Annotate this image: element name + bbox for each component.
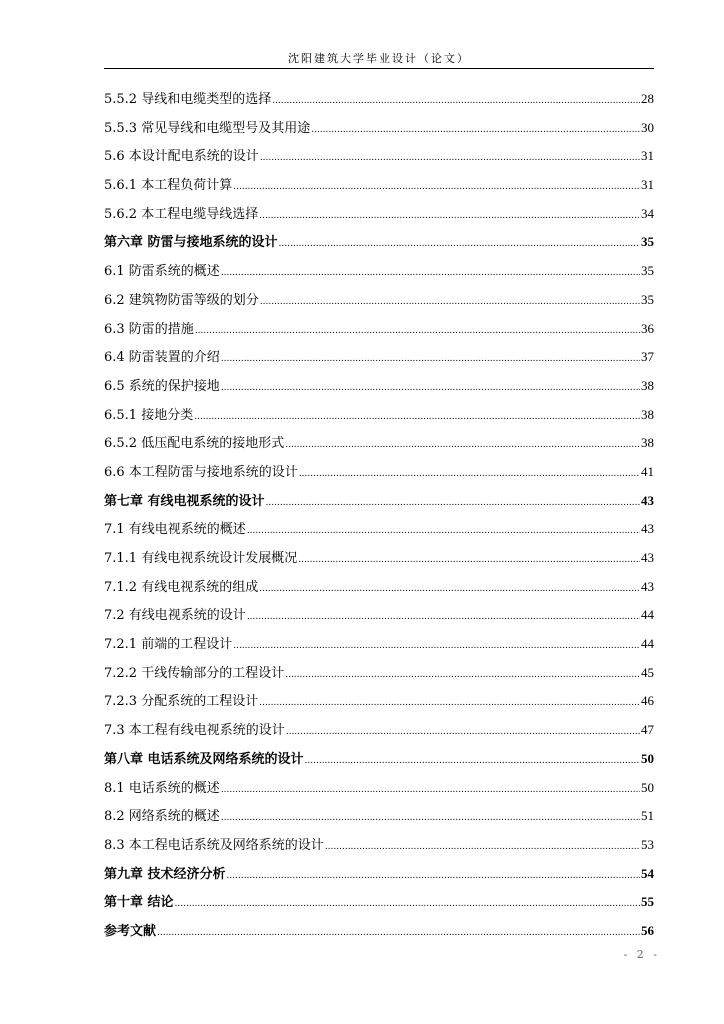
toc-dot-leader [157,928,640,938]
toc-entry[interactable] [104,547,654,576]
toc-dot-leader [260,297,640,307]
toc-dot-leader [286,727,640,737]
toc-entry-page: 56 [641,922,654,938]
toc-entry[interactable] [104,117,654,146]
toc-entry-title: 参考文献 [104,923,157,939]
toc-dot-leader [175,899,640,909]
toc-entry-title: 5.6.1 本工程负荷计算 [104,178,233,194]
toc-dot-leader [195,326,640,336]
table-of-contents [104,88,654,949]
toc-entry[interactable] [104,461,654,490]
toc-entry-page: 41 [641,463,654,479]
toc-dot-leader [325,842,640,852]
toc-dot-leader [221,813,640,823]
toc-entry-title: 第八章 电话系统及网络系统的设计 [104,751,304,767]
toc-dot-leader [299,469,640,479]
toc-chapter-entry[interactable] [104,231,654,260]
toc-entry-page: 50 [641,779,654,795]
toc-entry-title: 第七章 有线电视系统的设计 [104,493,265,509]
toc-entry[interactable] [104,88,654,117]
toc-entry-page: 35 [641,234,654,250]
toc-entry-page: 38 [641,377,654,393]
toc-entry-title: 7.2.3 分配系统的工程设计 [104,694,259,710]
toc-entry-title: 8.1 电话系统的概述 [104,780,220,796]
toc-dot-leader [259,211,640,221]
toc-dot-leader [260,153,640,163]
toc-entry[interactable] [104,432,654,461]
toc-dot-leader [247,612,640,622]
toc-entry-page: 43 [641,521,654,537]
toc-entry-page: 31 [641,177,654,193]
toc-dot-leader [233,641,640,651]
toc-entry[interactable] [104,289,654,318]
toc-entry-page: 43 [641,578,654,594]
toc-entry-page: 43 [641,492,654,508]
toc-entry-page: 35 [641,263,654,279]
toc-dot-leader [221,268,640,278]
toc-dot-leader [259,584,640,594]
toc-entry[interactable] [104,777,654,806]
toc-dot-leader [311,125,640,135]
toc-entry-page: 54 [641,865,654,881]
toc-entry-page: 38 [641,406,654,422]
toc-chapter-entry[interactable] [104,490,654,519]
toc-entry[interactable] [104,145,654,174]
toc-entry-page: 35 [641,291,654,307]
page-number: - 2 - [623,948,660,961]
toc-entry-title: 6.5.2 低压配电系统的接地形式 [104,436,285,452]
toc-entry[interactable] [104,318,654,347]
toc-entry-title: 5.5.3 常见导线和电缆型号及其用途 [104,120,311,136]
toc-entry-title: 7.2 有线电视系统的设计 [104,608,246,624]
toc-entry-page: 38 [641,435,654,451]
toc-dot-leader [233,182,640,192]
toc-entry-title: 第十章 结论 [104,895,174,911]
toc-entry-page: 47 [641,722,654,738]
toc-entry-page: 44 [641,607,654,623]
toc-entry-page: 34 [641,205,654,221]
toc-entry[interactable] [104,260,654,289]
toc-dot-leader [266,498,640,508]
toc-entry[interactable] [104,719,654,748]
toc-dot-leader [272,96,640,106]
toc-entry[interactable] [104,690,654,719]
toc-entry-title: 7.3 本工程有线电视系统的设计 [104,723,285,739]
toc-dot-leader [285,670,640,680]
toc-entry[interactable] [104,518,654,547]
toc-entry[interactable] [104,633,654,662]
toc-dot-leader [227,871,640,881]
toc-entry-page: 45 [641,664,654,680]
toc-entry[interactable] [104,576,654,605]
toc-entry[interactable] [104,375,654,404]
toc-dot-leader [247,526,640,536]
toc-dot-leader [221,785,640,795]
toc-dot-leader [298,555,640,565]
toc-entry-page: 37 [641,349,654,365]
toc-entry-title: 8.3 本工程电话系统及网络系统的设计 [104,837,324,853]
toc-entry-title: 7.1 有线电视系统的概述 [104,522,246,538]
toc-entry-page: 51 [641,808,654,824]
toc-entry[interactable] [104,604,654,633]
toc-entry-page: 43 [641,550,654,565]
toc-entry[interactable] [104,174,654,203]
toc-entry-page: 31 [641,148,654,164]
toc-entry-title: 5.6.2 本工程电缆导线选择 [104,206,259,222]
toc-entry-title: 6.3 防雷的措施 [104,321,194,337]
toc-entry[interactable] [104,404,654,433]
toc-entry-page: 36 [641,320,654,336]
toc-entry-page: 46 [641,693,654,709]
toc-entry-page: 44 [641,636,654,652]
toc-entry-title: 7.1.2 有线电视系统的组成 [104,579,259,595]
toc-entry-page: 30 [641,119,654,135]
toc-entry[interactable] [104,203,654,232]
toc-entry-title: 6.4 防雷装置的介绍 [104,350,220,366]
toc-entry[interactable] [104,662,654,691]
toc-entry[interactable] [104,346,654,375]
toc-entry-title: 5.5.2 导线和电缆类型的选择 [104,92,272,107]
toc-entry-title: 6.5 系统的保护接地 [104,378,220,394]
toc-entry-title: 7.2.2 干线传输部分的工程设计 [104,665,285,681]
toc-entry-title: 第六章 防雷与接地系统的设计 [104,235,278,251]
toc-entry-title: 6.2 建筑物防雷等级的划分 [104,292,259,308]
toc-chapter-entry[interactable] [104,920,654,949]
toc-chapter-entry[interactable] [104,891,654,920]
toc-entry-page: 53 [641,836,654,852]
toc-dot-leader [285,440,640,450]
toc-entry-page: 50 [641,750,654,766]
toc-entry[interactable] [104,805,654,834]
toc-entry-title: 5.6 本设计配电系统的设计 [104,149,259,165]
toc-entry-page: 28 [641,91,654,106]
toc-entry-page: 55 [641,894,654,910]
toc-dot-leader [221,354,640,364]
toc-entry-title: 7.2.1 前端的工程设计 [104,637,233,653]
toc-entry-title: 6.1 防雷系统的概述 [104,264,220,280]
toc-entry-title: 8.2 网络系统的概述 [104,809,220,825]
toc-dot-leader [305,756,640,766]
toc-chapter-entry[interactable] [104,748,654,777]
toc-entry-title: 第九章 技术经济分析 [104,866,226,882]
toc-dot-leader [194,412,640,422]
header-rule [104,68,654,69]
toc-dot-leader [279,239,640,249]
toc-dot-leader [221,383,640,393]
toc-chapter-entry[interactable] [104,863,654,892]
toc-entry-title: 6.5.1 接地分类 [104,407,194,423]
page-header: 沈阳建筑大学毕业设计（论文） [288,52,470,65]
toc-entry[interactable] [104,834,654,863]
toc-dot-leader [259,698,640,708]
toc-entry-title: 7.1.1 有线电视系统设计发展概况 [104,551,298,566]
toc-entry-title: 6.6 本工程防雷与接地系统的设计 [104,464,298,480]
